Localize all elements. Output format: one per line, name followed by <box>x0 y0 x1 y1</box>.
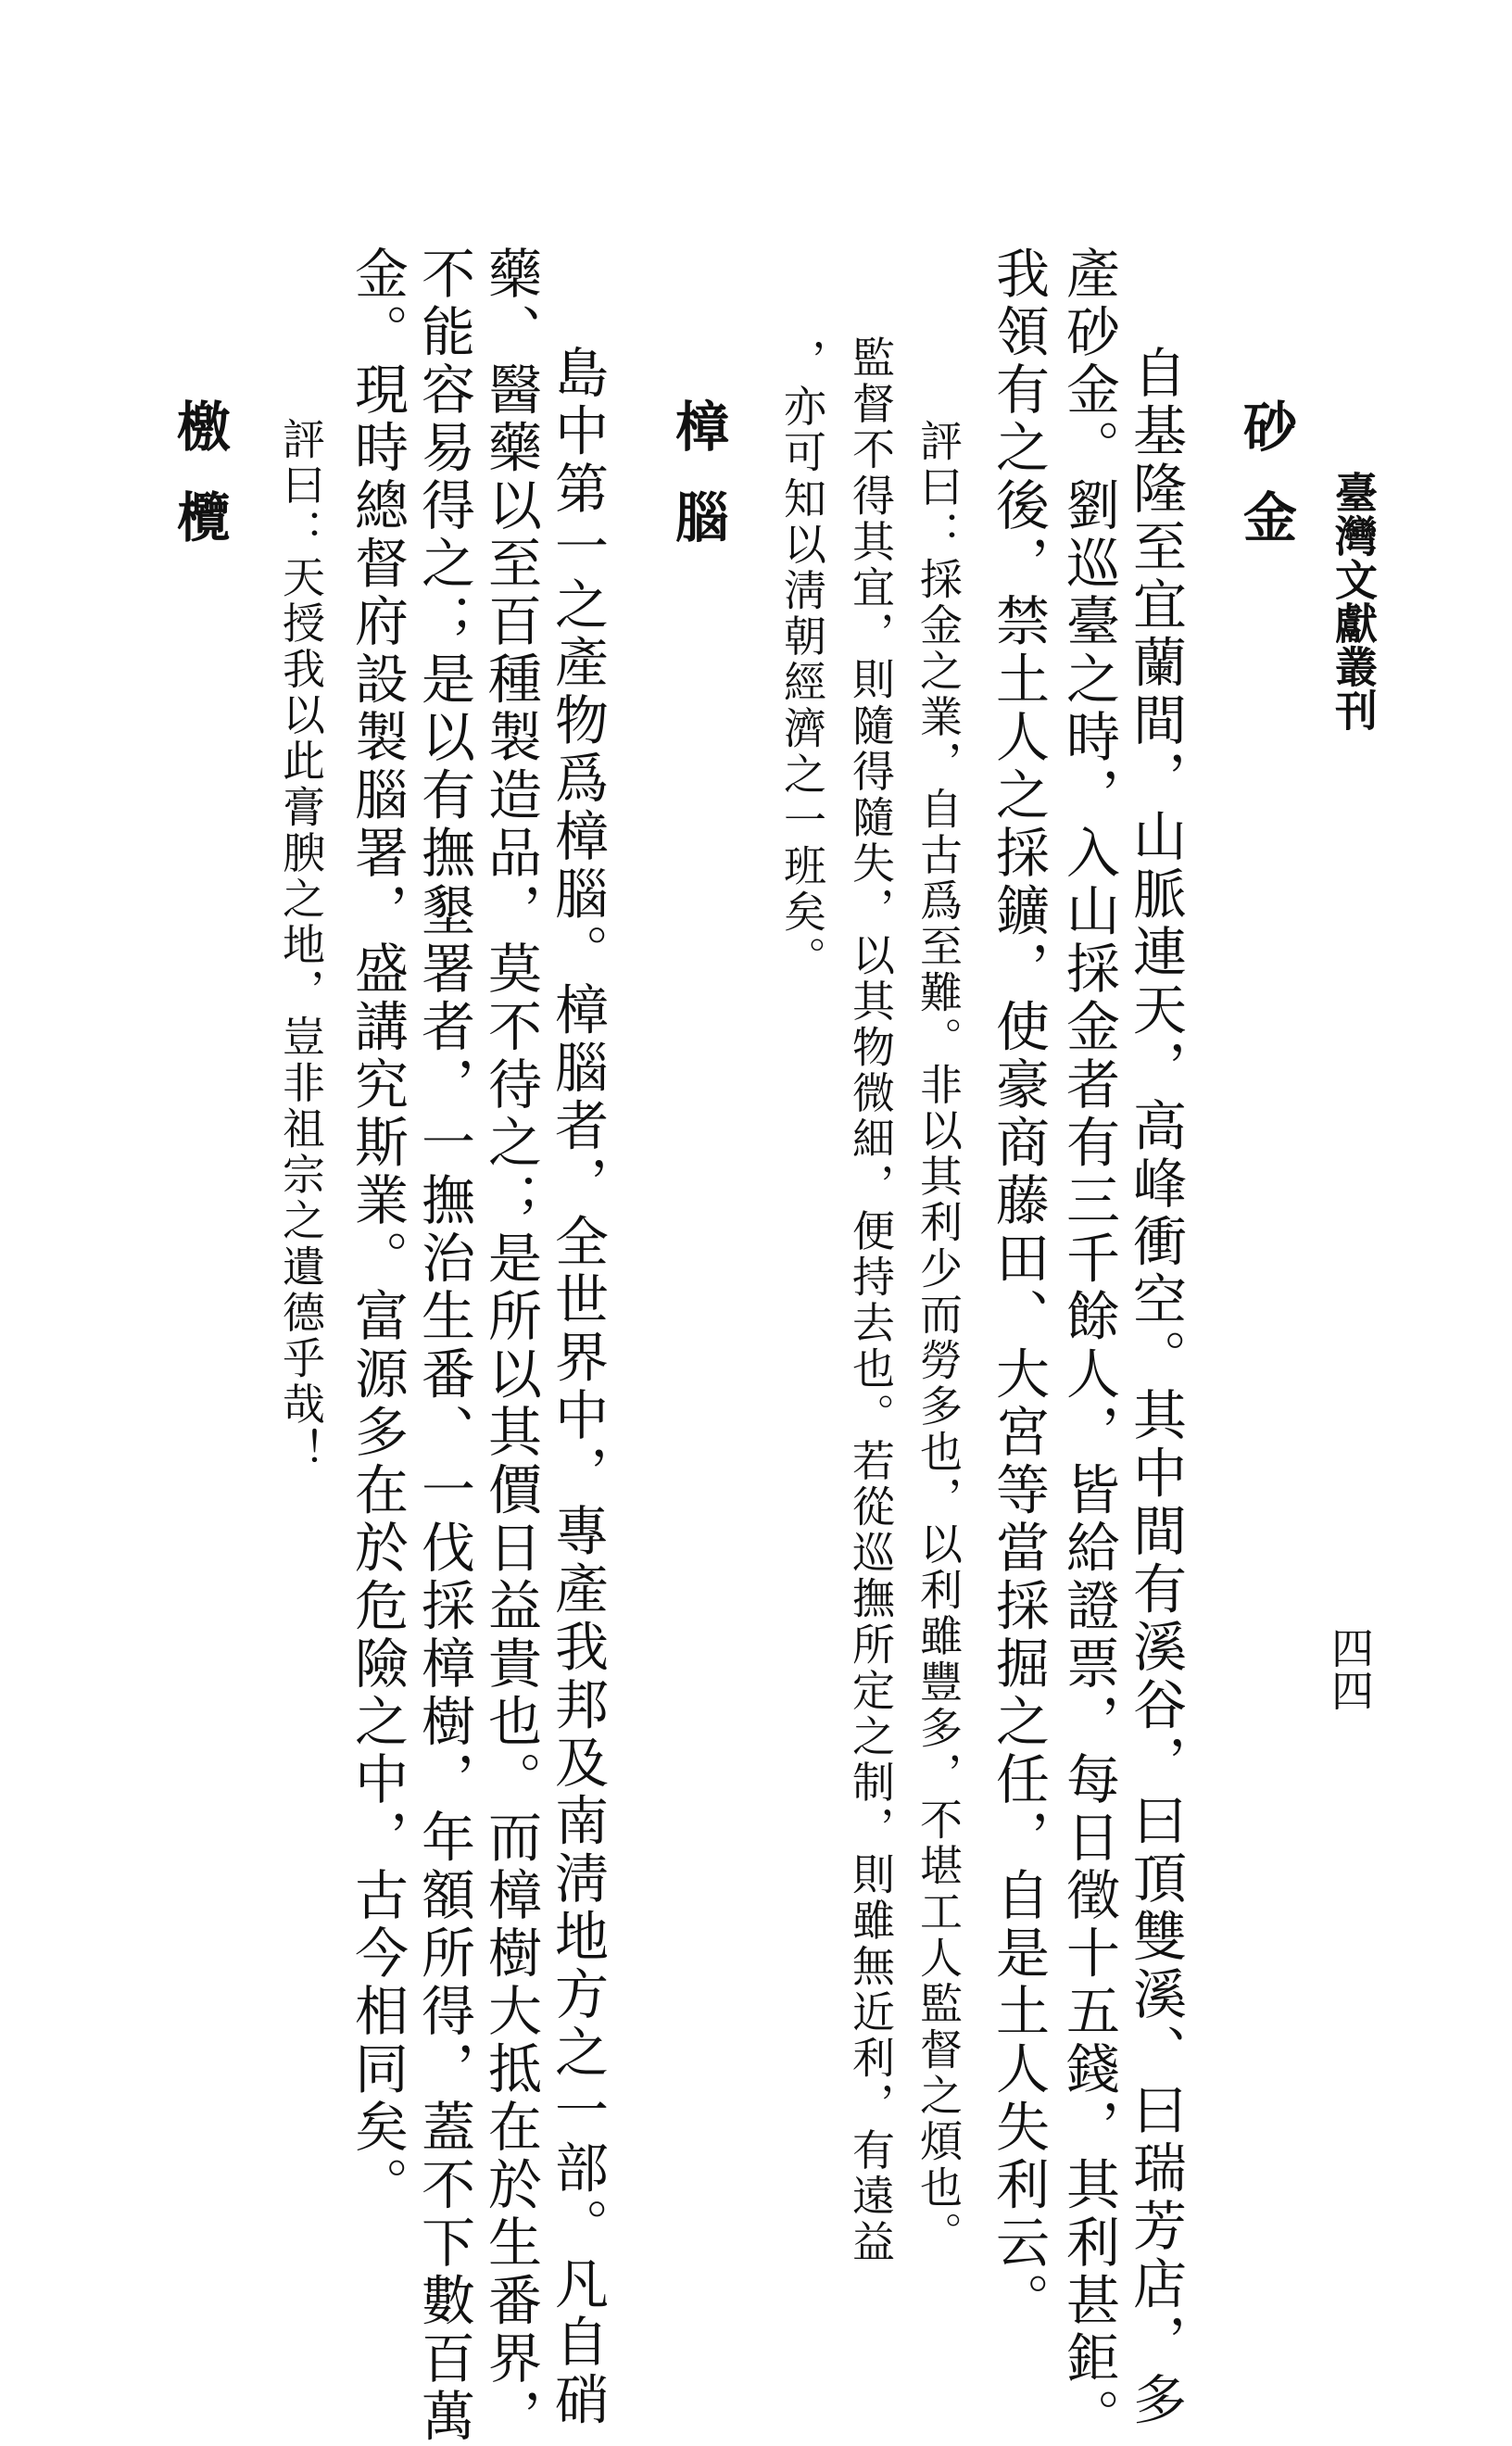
commentary-line: 評曰：採金之業，自古爲至難。非以其利少而勞多也，以利雖豐多，不堪工人監督之煩也。 <box>914 419 964 2257</box>
commentary-line: ，亦可知以淸朝經濟之一班矣。 <box>777 338 827 982</box>
paragraph-line: 藥、醫藥以至百種製造品，莫不待之；是所以其價日益貴也。而樟樹大抵在於生番界， <box>479 246 542 2446</box>
paragraph-line: 我領有之後，禁土人之採鑛，使豪商藤田、大宮等當採掘之任，自是土人失利云。 <box>987 246 1050 2330</box>
section-heading-olive: 檄欖 <box>168 398 231 580</box>
paragraph-line: 島中第一之產物爲樟腦。樟腦者，全世界中，專產我邦及南淸地方之一部。凡自硝 <box>546 345 609 2429</box>
commentary-line: 評曰：天授我以此膏腴之地，豈非祖宗之遺德乎哉！ <box>276 417 326 1474</box>
paragraph-line: 產砂金。劉巡臺之時，入山採金者有三千餘人，皆給證票，每日徵十五錢，其利甚鉅。 <box>1057 246 1120 2446</box>
section-heading-gold-sand: 砂金 <box>1234 398 1297 580</box>
paragraph-line: 自基隆至宜蘭間，山脈連天，高峰衝空。其中間有溪谷，曰頂雙溪、曰瑞芳店，多 <box>1124 345 1187 2429</box>
paragraph-line: 不能容易得之；是以有撫墾署者，一撫治生番、一伐採樟樹，年額所得，蓋不下數百萬 <box>412 246 475 2446</box>
page-number: 四四 <box>1325 1626 1375 1711</box>
paragraph-line: 金。現時總督府設製腦署，盛講究斯業。富源多在於危險之中，古今相同矣。 <box>346 246 409 2214</box>
commentary-line: 監督不得其宜，則隨得隨失，以其物微細，便持去也。若從巡撫所定之制，則雖無近利，有遠益 <box>846 335 896 2266</box>
series-title: 臺灣文獻叢刊 <box>1329 471 1379 732</box>
section-heading-camphor: 樟腦 <box>666 398 729 580</box>
